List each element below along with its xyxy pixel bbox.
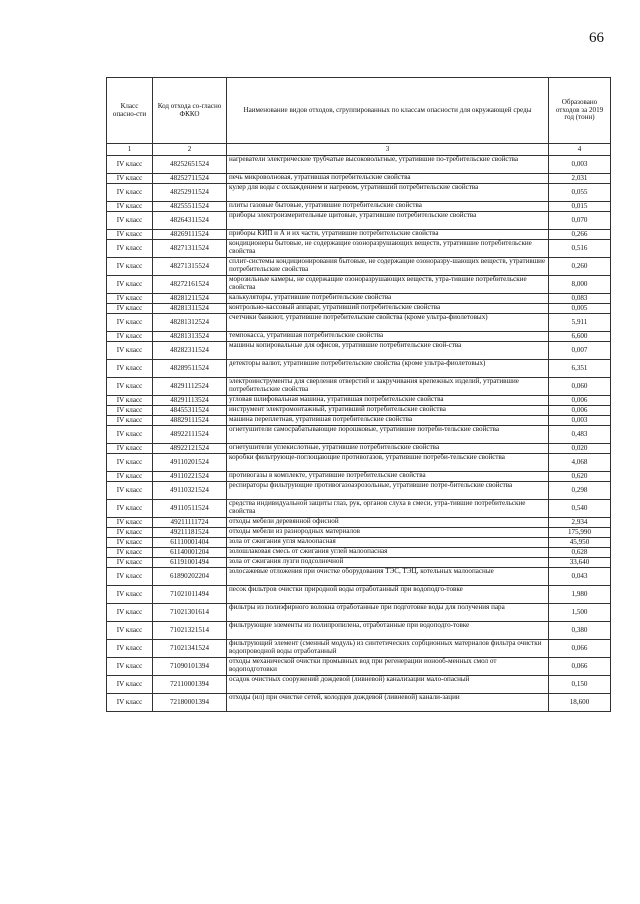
waste-name-cell: золошлаковая смесь от сжигания углей малоопасная [227, 548, 549, 558]
waste-code-cell: 48252711524 [153, 174, 227, 184]
amount-cell: 0,003 [549, 156, 611, 174]
waste-code-cell: 48282311524 [153, 342, 227, 360]
waste-code-cell: 61191001494 [153, 558, 227, 568]
hazard-class-cell: IV класс [107, 360, 153, 378]
hazard-class-cell: IV класс [107, 276, 153, 294]
waste-code-cell: 71021321514 [153, 622, 227, 640]
waste-name-cell: электроинструменты для сверления отверстий и закручивания крепежных изделий, утратившие потребительские свойства [227, 378, 549, 396]
waste-code-cell: 48281311524 [153, 304, 227, 314]
header-hazard-class: Класс опасно-сти [107, 78, 153, 144]
table-row [107, 240, 611, 258]
amount-cell: 0,006 [549, 396, 611, 406]
hazard-class-cell: IV класс [107, 640, 153, 658]
hazard-class-cell: IV класс [107, 482, 153, 500]
hazard-class-cell: IV класс [107, 528, 153, 538]
waste-code-cell: 48271315524 [153, 258, 227, 276]
header-amount: Образовано отходов за 2019 год (тонн) [549, 78, 611, 144]
amount-cell: 0,060 [549, 378, 611, 396]
waste-table [106, 77, 611, 712]
waste-code-cell: 48272161524 [153, 276, 227, 294]
amount-cell: 18,600 [549, 694, 611, 712]
table-row [107, 156, 611, 174]
hazard-class-cell: IV класс [107, 230, 153, 240]
waste-name-cell: песок фильтров очистки природной воды отработанный при водоподго-товке [227, 586, 549, 604]
table-row [107, 538, 611, 548]
table-numbering-row [107, 144, 611, 156]
waste-code-cell: 61890202204 [153, 568, 227, 586]
table-row [107, 518, 611, 528]
waste-code-cell: 48281211524 [153, 294, 227, 304]
amount-cell: 4,068 [549, 454, 611, 472]
waste-name-cell: огнетушители самосрабатывающие порошковые, утратившие потреби-тельские свойства [227, 426, 549, 444]
table-row [107, 396, 611, 406]
waste-code-cell: 48289511524 [153, 360, 227, 378]
table-header-row [107, 78, 611, 144]
waste-code-cell: 71090101394 [153, 658, 227, 676]
waste-name-cell: отходы механической очистки промывных вод при регенерации ионооб-менных смол от водоподготовки [227, 658, 549, 676]
waste-code-cell: 71021341524 [153, 640, 227, 658]
table-row [107, 174, 611, 184]
hazard-class-cell: IV класс [107, 426, 153, 444]
table-row [107, 332, 611, 342]
hazard-class-cell: IV класс [107, 240, 153, 258]
waste-name-cell: счетчики банкнот, утратившие потребительские свойства (кроме ультра-фиолетовых) [227, 314, 549, 332]
waste-code-cell: 61140001204 [153, 548, 227, 558]
table-row [107, 406, 611, 416]
table-row [107, 294, 611, 304]
waste-code-cell: 48922121524 [153, 444, 227, 454]
table-row [107, 694, 611, 712]
amount-cell: 0,483 [549, 426, 611, 444]
waste-name-cell: морозильные камеры, не содержащие озоноразрушающих веществ, утра-тившие потребительские свойства [227, 276, 549, 294]
waste-name-cell: угловая шлифовальная машина, утратившая потребительские свойства [227, 396, 549, 406]
waste-name-cell: противогазы в комплекте, утратившие потребительские свойства [227, 472, 549, 482]
amount-cell: 6,600 [549, 332, 611, 342]
column-number: 4 [549, 144, 611, 156]
waste-code-cell: 71021301614 [153, 604, 227, 622]
header-waste-code: Код отхода со-гласно ФККО [153, 78, 227, 144]
table-row [107, 304, 611, 314]
amount-cell: 0,043 [549, 568, 611, 586]
waste-code-cell: 48255511524 [153, 202, 227, 212]
waste-name-cell: контрольно-кассовый аппарат, утративший потребительские свойства [227, 304, 549, 314]
waste-code-cell: 71021011494 [153, 586, 227, 604]
waste-name-cell: фильтры из полиэфирного волокна отработанные при подготовке воды для получения пара [227, 604, 549, 622]
hazard-class-cell: IV класс [107, 406, 153, 416]
amount-cell: 0,055 [549, 184, 611, 202]
table-row [107, 276, 611, 294]
waste-code-cell: 61110001404 [153, 538, 227, 548]
waste-name-cell: печь микроволновая, утратившая потребительские свойства [227, 174, 549, 184]
waste-code-cell: 48281313524 [153, 332, 227, 342]
waste-code-cell: 49211181524 [153, 528, 227, 538]
waste-code-cell: 49110221524 [153, 472, 227, 482]
waste-code-cell: 48271311524 [153, 240, 227, 258]
waste-name-cell: отходы (ил) при очистке сетей, колодцев дождевой (ливневой) канали-зации [227, 694, 549, 712]
waste-code-cell: 48922111524 [153, 426, 227, 444]
table-row [107, 230, 611, 240]
waste-name-cell: отходы мебели деревянной офисной [227, 518, 549, 528]
table-row [107, 472, 611, 482]
waste-code-cell: 48291112524 [153, 378, 227, 396]
hazard-class-cell: IV класс [107, 294, 153, 304]
waste-code-cell: 48264311524 [153, 212, 227, 230]
hazard-class-cell: IV класс [107, 548, 153, 558]
amount-cell: 0,380 [549, 622, 611, 640]
waste-name-cell: зола от сжигания лузги подсолнечной [227, 558, 549, 568]
waste-code-cell: 72180001394 [153, 694, 227, 712]
amount-cell: 0,266 [549, 230, 611, 240]
amount-cell: 0,516 [549, 240, 611, 258]
hazard-class-cell: IV класс [107, 558, 153, 568]
table-row [107, 548, 611, 558]
hazard-class-cell: IV класс [107, 156, 153, 174]
waste-name-cell: кондиционеры бытовые, не содержащие озоноразрушающих веществ, утратившие потребительские свойства [227, 240, 549, 258]
waste-name-cell: машины копировальные для офисов, утратившие потребительские свой-ства [227, 342, 549, 360]
waste-code-cell: 49110321524 [153, 482, 227, 500]
table-row [107, 622, 611, 640]
amount-cell: 2,031 [549, 174, 611, 184]
page-number: 66 [589, 30, 604, 46]
column-number: 3 [227, 144, 549, 156]
waste-name-cell: фильтрующие элементы из полипропилена, отработанные при водоподго-товке [227, 622, 549, 640]
amount-cell: 2,934 [549, 518, 611, 528]
hazard-class-cell: IV класс [107, 622, 153, 640]
table-row [107, 378, 611, 396]
hazard-class-cell: IV класс [107, 586, 153, 604]
amount-cell: 45,950 [549, 538, 611, 548]
hazard-class-cell: IV класс [107, 396, 153, 406]
waste-code-cell: 48829111524 [153, 416, 227, 426]
hazard-class-cell: IV класс [107, 658, 153, 676]
table-row [107, 184, 611, 202]
amount-cell: 0,006 [549, 406, 611, 416]
waste-name-cell: зола от сжигания угля малоопасная [227, 538, 549, 548]
hazard-class-cell: IV класс [107, 378, 153, 396]
waste-code-cell: 48455311524 [153, 406, 227, 416]
hazard-class-cell: IV класс [107, 454, 153, 472]
table-body [107, 156, 611, 712]
waste-code-cell: 48252911524 [153, 184, 227, 202]
waste-name-cell: инструмент электромонтажный, утративший потребительские свойства [227, 406, 549, 416]
amount-cell: 0,066 [549, 640, 611, 658]
hazard-class-cell: IV класс [107, 538, 153, 548]
amount-cell: 0,070 [549, 212, 611, 230]
amount-cell: 0,003 [549, 416, 611, 426]
table-row [107, 500, 611, 518]
table-row [107, 658, 611, 676]
table-row [107, 676, 611, 694]
waste-name-cell: огнетушители углекислотные, утратившие потребительские свойства [227, 444, 549, 454]
hazard-class-cell: IV класс [107, 258, 153, 276]
waste-code-cell: 72110001394 [153, 676, 227, 694]
hazard-class-cell: IV класс [107, 416, 153, 426]
hazard-class-cell: IV класс [107, 202, 153, 212]
waste-code-cell: 48269111524 [153, 230, 227, 240]
table-row [107, 558, 611, 568]
hazard-class-cell: IV класс [107, 694, 153, 712]
amount-cell: 6,351 [549, 360, 611, 378]
table-row [107, 202, 611, 212]
hazard-class-cell: IV класс [107, 676, 153, 694]
table-row [107, 482, 611, 500]
amount-cell: 0,260 [549, 258, 611, 276]
column-number: 1 [107, 144, 153, 156]
table-row [107, 342, 611, 360]
waste-name-cell: кулер для воды с охлаждением и нагревом, утративший потребительские свойства [227, 184, 549, 202]
amount-cell: 0,007 [549, 342, 611, 360]
amount-cell: 1,500 [549, 604, 611, 622]
column-number: 2 [153, 144, 227, 156]
waste-code-cell: 48281312524 [153, 314, 227, 332]
amount-cell: 0,066 [549, 658, 611, 676]
waste-code-cell: 49110201524 [153, 454, 227, 472]
hazard-class-cell: IV класс [107, 500, 153, 518]
waste-name-cell: респираторы фильтрующие противогазоаэрозольные, утратившие потре-бительские свойства [227, 482, 549, 500]
table-row [107, 360, 611, 378]
hazard-class-cell: IV класс [107, 314, 153, 332]
hazard-class-cell: IV класс [107, 472, 153, 482]
waste-code-cell: 48252651524 [153, 156, 227, 174]
amount-cell: 0,083 [549, 294, 611, 304]
waste-name-cell: отходы мебели из разнородных материалов [227, 528, 549, 538]
amount-cell: 0,150 [549, 676, 611, 694]
hazard-class-cell: IV класс [107, 184, 153, 202]
table-row [107, 586, 611, 604]
waste-name-cell: сплит-системы кондиционирования бытовые, не содержащие озоноразру-шающих веществ, утратившие потребительские свойства [227, 258, 549, 276]
hazard-class-cell: IV класс [107, 174, 153, 184]
waste-name-cell: калькуляторы, утратившие потребительские свойства [227, 294, 549, 304]
waste-name-cell: темпокасса, утратившая потребительские свойства [227, 332, 549, 342]
hazard-class-cell: IV класс [107, 568, 153, 586]
table-row [107, 258, 611, 276]
waste-name-cell: детекторы валют, утратившие потребительские свойства (кроме ультра-фиолетовых) [227, 360, 549, 378]
amount-cell: 8,000 [549, 276, 611, 294]
waste-name-cell: нагреватели электрические трубчатые высоковольтные, утратившие по-требительские свойства [227, 156, 549, 174]
hazard-class-cell: IV класс [107, 444, 153, 454]
waste-name-cell: фильтрующий элемент (сменный модуль) из синтетических сорбционных материалов фильтра очистки водопроводной воды отработанный [227, 640, 549, 658]
amount-cell: 0,540 [549, 500, 611, 518]
waste-name-cell: приборы электроизмерительные щитовые, утратившие потребительские свойства [227, 212, 549, 230]
waste-code-cell: 49110511524 [153, 500, 227, 518]
waste-name-cell: золосажевые отложения при очистке оборудования ТЭС, ТЭЦ, котельных малоопасные [227, 568, 549, 586]
table-row [107, 426, 611, 444]
table-row [107, 454, 611, 472]
waste-name-cell: коробки фильтрующе-поглощающие противогазов, утратившие потреби-тельские свойства [227, 454, 549, 472]
amount-cell: 0,620 [549, 472, 611, 482]
table-row [107, 604, 611, 622]
amount-cell: 0,005 [549, 304, 611, 314]
hazard-class-cell: IV класс [107, 604, 153, 622]
waste-name-cell: плиты газовые бытовые, утратившие потребительские свойства [227, 202, 549, 212]
table-row [107, 528, 611, 538]
header-waste-name: Наименование видов отходов, сгруппированных по классам опасности для окружающей среды [227, 78, 549, 144]
waste-code-cell: 48291113524 [153, 396, 227, 406]
hazard-class-cell: IV класс [107, 304, 153, 314]
amount-cell: 0,298 [549, 482, 611, 500]
table-row [107, 416, 611, 426]
waste-name-cell: машина переплетная, утратившая потребительские свойства [227, 416, 549, 426]
table-row [107, 568, 611, 586]
amount-cell: 175,990 [549, 528, 611, 538]
amount-cell: 1,980 [549, 586, 611, 604]
waste-name-cell: приборы КИП и А и их части, утратившие потребительские свойства [227, 230, 549, 240]
table-row [107, 640, 611, 658]
hazard-class-cell: IV класс [107, 212, 153, 230]
amount-cell: 0,628 [549, 548, 611, 558]
amount-cell: 0,015 [549, 202, 611, 212]
waste-code-cell: 49211111724 [153, 518, 227, 528]
waste-name-cell: средства индивидуальной защиты глаз, рук, органов слуха в смеси, утра-тившие потребительские свойства [227, 500, 549, 518]
hazard-class-cell: IV класс [107, 342, 153, 360]
table-row [107, 212, 611, 230]
waste-name-cell: осадок очистных сооружений дождевой (ливневой) канализации мало-опасный [227, 676, 549, 694]
amount-cell: 0,020 [549, 444, 611, 454]
hazard-class-cell: IV класс [107, 332, 153, 342]
hazard-class-cell: IV класс [107, 518, 153, 528]
amount-cell: 5,911 [549, 314, 611, 332]
table-row [107, 444, 611, 454]
amount-cell: 33,640 [549, 558, 611, 568]
table-row [107, 314, 611, 332]
